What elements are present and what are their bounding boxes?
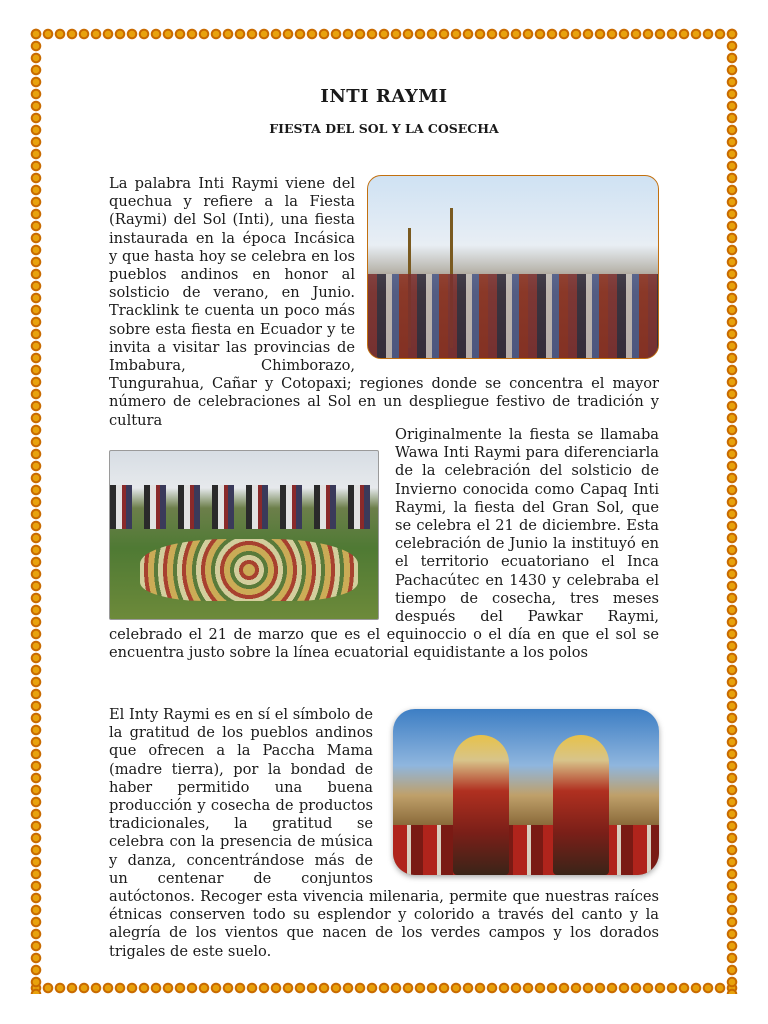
- flower-border-bottom: [30, 982, 738, 994]
- festival-crowd-photo: [367, 175, 659, 359]
- flower-border-right: [726, 28, 738, 994]
- flower-border-left: [30, 28, 42, 994]
- inca-dancers-photo: [393, 709, 659, 875]
- document-title: INTI RAYMI: [320, 86, 448, 107]
- ceremony-people: [110, 485, 378, 529]
- inca-dancer: [553, 735, 609, 875]
- section-gratitude: [109, 706, 659, 961]
- document-subtitle: FIESTA DEL SOL Y LA COSECHA: [269, 121, 499, 136]
- paragraph-history: Originalmente la fiesta se llamaba Wawa Inti Raymi para diferenciarla de la celebración del solsticio de Invierno conocida como Capaq Inti Raymi, la fiesta del Gran Sol, que se celebra el 21 de diciembre. Esta celebración de Junio la instituyó en el territorio ecuatoriano el Inca Pachacútec en 1430 y celebraba el tiempo de cosecha, tres meses después del Pawkar Raymi, celebrado el 21 de marzo que es el equinoccio o el día en que el sol se encuentra justo sobre la línea ecuatorial equidistante a los polos: [109, 426, 659, 662]
- section-intro: [109, 175, 659, 430]
- paragraph-intro: La palabra Inti Raymi viene del quechua y refiere a la Fiesta (Raymi) del Sol (Inti), una fiesta instaurada en la época Incásica y que hasta hoy se celebra en los pueblos andinos en honor al solsticio de verano, en Junio. Tracklink te cuenta un poco más sobre esta fiesta en Ecuador y te invita a visitar las provincias de Imbabura, Chimborazo, Tungurahua, Cañar y Cotopaxi; regiones donde se concentra el mayor número de celebraciones al Sol en un despliegue festivo de tradición y cultura: [109, 175, 659, 429]
- offering-carpet: [140, 539, 358, 601]
- paragraph-gratitude: El Inty Raymi es en sí el símbolo de la gratitud de los pueblos andinos que ofrecen a la Paccha Mama (madre tierra), por la bondad de haber permitido una buena producción y cosecha de productos tradicionales, la gratitud se celebra con la presencia de música y danza, concentrándose más de un centenar de conjuntos autóctonos. Recoger esta vivencia milenaria, permite que nuestras raíces étnicas conserven todo su esplendor y colorido a través del canto y la alegría de los vientos que nacen de los verdes campos y los dorados trigales de este suelo.: [109, 706, 659, 960]
- ceremony-offering-photo: [109, 450, 379, 620]
- flower-border-top: [30, 28, 738, 40]
- crowd: [368, 274, 658, 358]
- section-history: [109, 426, 659, 663]
- inca-dancer: [453, 735, 509, 875]
- dancer-group: [393, 825, 659, 875]
